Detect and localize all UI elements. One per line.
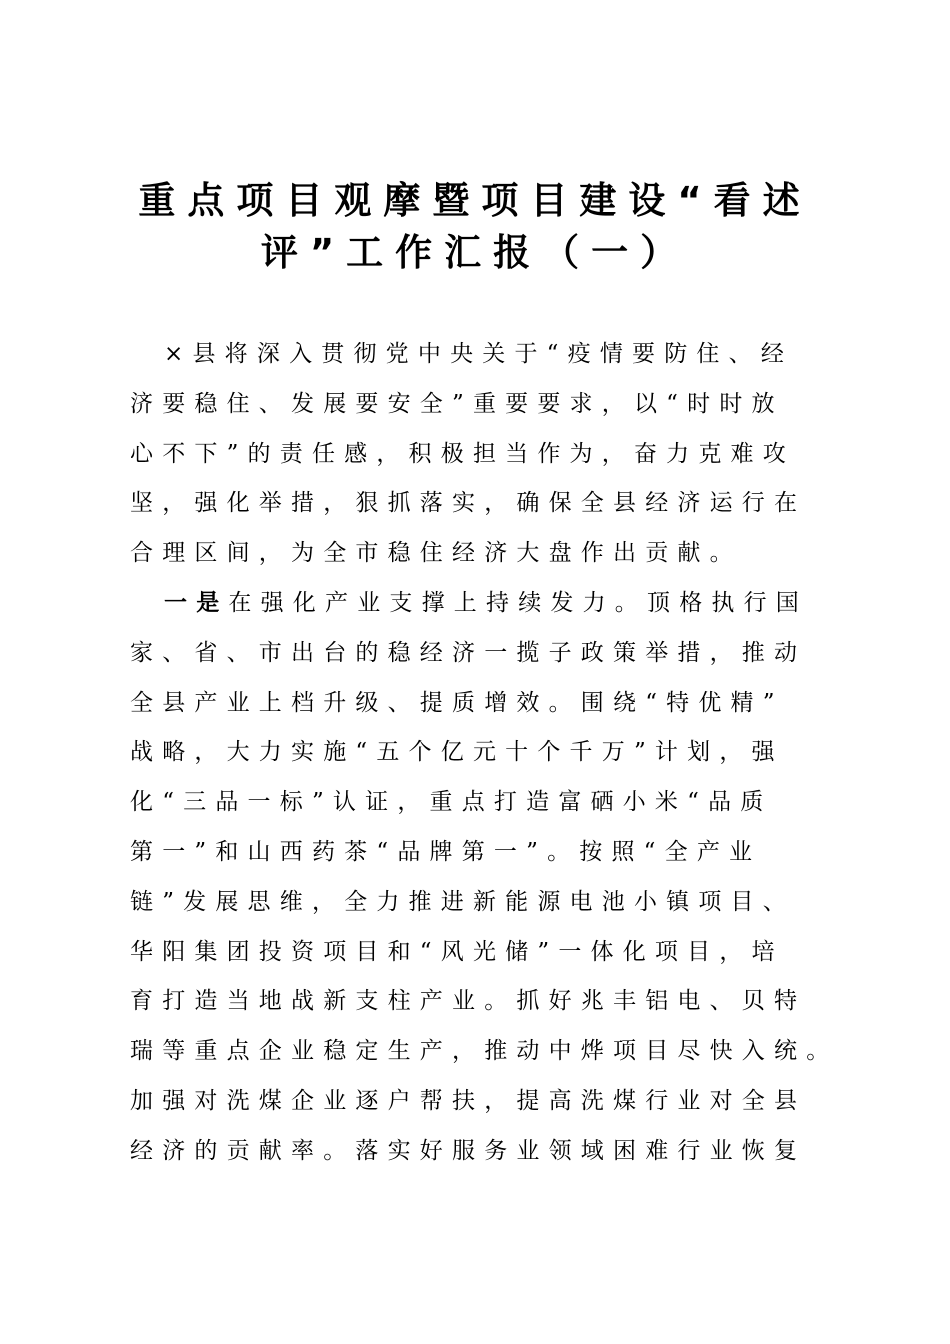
paragraph-line	[130, 579, 830, 629]
paragraph-line: 加强对洗煤企业逐户帮扶，提高洗煤行业对全县	[130, 1087, 807, 1114]
paragraph-line: 瑞等重点企业稳定生产，推动中烨项目尽快入统。	[130, 1038, 839, 1065]
title-line-1: 重点项目观摩暨项目建设“看述	[138, 179, 812, 222]
paragraph-line: 全县产业上档升级、提质增效。围绕“特优精”	[130, 689, 784, 716]
paragraph-line: 济要稳住、发展要安全”重要要求，以“时时放	[130, 390, 784, 417]
paragraph-lead: 一是	[164, 589, 229, 616]
paragraph-intro	[130, 330, 830, 579]
paragraph-line: ×县将深入贯彻党中央关于“疫情要防住、经	[164, 341, 794, 367]
paragraph-line: 合理区间，为全市稳住经济大盘作出贡献。	[130, 540, 742, 567]
paragraph-line: 化“三品一标”认证，重点打造富硒小米“品质	[130, 789, 773, 816]
paragraph-line: 华阳集团投资项目和“风光储”一体化项目，培	[130, 938, 784, 965]
document-body	[130, 330, 839, 1177]
paragraph-line-rest: 在强化产业支撑上持续发力。顶格执行国	[228, 589, 809, 616]
document-title	[128, 175, 822, 279]
paragraph-line: 心不下”的责任感，积极担当作为，奋力克难攻	[130, 440, 795, 467]
paragraph-line: 第一”和山西药茶“品牌第一”。按照“全产业	[130, 838, 762, 865]
paragraph-line: 战略，大力实施“五个亿元十个千万”计划，强	[130, 739, 784, 766]
paragraph-line: 经济的贡献率。落实好服务业领域困难行业恢复	[130, 1137, 807, 1164]
paragraph-industry	[130, 579, 839, 1177]
paragraph-line: 坚，强化举措，狠抓落实，确保全县经济运行在	[130, 490, 807, 517]
title-line-2: 评”工作汇报（一）	[260, 231, 690, 274]
paragraph-line: 育打造当地战新支柱产业。抓好兆丰铝电、贝特	[130, 988, 807, 1015]
paragraph-line: 家、省、市出台的稳经济一揽子政策举措，推动	[130, 639, 807, 666]
paragraph-line: 链”发展思维，全力推进新能源电池小镇项目、	[130, 888, 795, 915]
